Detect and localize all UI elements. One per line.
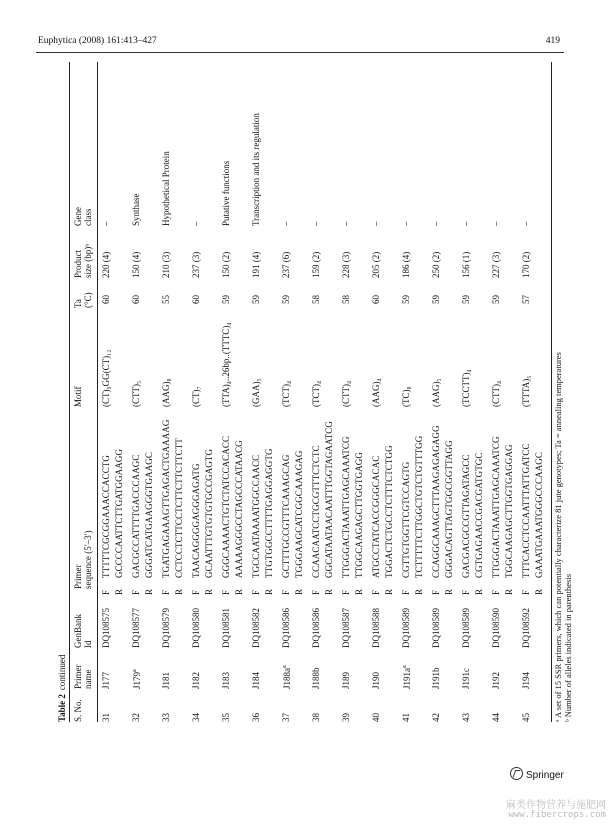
- row-ta: 55: [161, 295, 171, 304]
- row-reverse-sequence: TGGACTCTGCCTCTTTCTCTGG: [384, 445, 394, 578]
- row-reverse-label: R: [324, 588, 334, 595]
- row-genbank-id: DQ108586: [311, 608, 321, 648]
- publisher-name: Springer: [526, 770, 564, 781]
- row-sno: 45: [521, 713, 531, 722]
- row-forward-label: F: [431, 589, 441, 595]
- row-gene-class: Hypothetical Protein: [161, 151, 171, 226]
- row-motif: (AAG)₈: [161, 378, 171, 407]
- row-forward-sequence: TTGGGACTAAATTGAGCAAATCG: [491, 436, 501, 578]
- row-sno: 44: [491, 713, 501, 722]
- publisher-logo: [510, 767, 564, 781]
- row-primer-name-text: J177: [101, 671, 111, 689]
- row-gene-class: Synthase: [131, 193, 141, 226]
- row-sno: 33: [161, 713, 171, 722]
- row-forward-label: F: [341, 589, 351, 595]
- row-reverse-label: R: [414, 588, 424, 595]
- row-primer-name-text: J181: [161, 671, 171, 689]
- row-product-size: 156 (1): [461, 251, 471, 278]
- row-reverse-sequence: GAAATGAAATGGGCCCAAGC: [534, 451, 544, 578]
- row-gene-class: –: [311, 221, 321, 226]
- header-product-1: Product: [73, 250, 83, 278]
- row-forward-sequence: TAACAGGGGAGGGAGATG: [191, 463, 201, 578]
- row-reverse-label: R: [444, 588, 454, 595]
- row-primer-name-text: J188b: [311, 667, 321, 689]
- row-reverse-label: R: [474, 588, 484, 595]
- header-sequence-1: Primer: [73, 564, 83, 589]
- row-ta: 57: [521, 295, 531, 304]
- row-genbank-id: DQ108579: [161, 608, 171, 648]
- row-forward-label: F: [251, 589, 261, 595]
- row-product-size: 186 (4): [401, 251, 411, 278]
- row-forward-sequence: TGCCAATAAAATGGCCAACC: [251, 454, 261, 578]
- row-motif: (TTTA)₅: [521, 375, 531, 407]
- row-reverse-sequence: GCCCCAATTCTTGATGGAAGG: [114, 448, 124, 578]
- header-sno: S. No.: [73, 699, 83, 722]
- row-product-size: 250 (2): [431, 251, 441, 278]
- row-motif: (CT)₇: [191, 386, 201, 407]
- row-primer-name-text: J188a: [282, 668, 292, 689]
- row-genbank-id: DQ108580: [191, 608, 201, 648]
- row-gene-class: –: [101, 221, 111, 226]
- row-product-size: 150 (2): [221, 251, 231, 278]
- row-forward-label: F: [401, 589, 411, 595]
- row-reverse-sequence: GGCATAATAACAATTTGGTAGAATCG: [324, 421, 334, 578]
- row-product-size: 220 (4): [101, 251, 111, 278]
- row-primer-name: [162, 672, 171, 689]
- row-sno: 42: [431, 713, 441, 722]
- header-primer-name-1: Primer: [73, 664, 83, 689]
- row-sno: 38: [311, 713, 321, 722]
- row-primer-name-text: J182: [191, 671, 201, 689]
- row-motif: (TCT)₄: [281, 380, 291, 407]
- row-forward-sequence: GCTTTGCCGTTTCAAAGCAG: [281, 454, 291, 578]
- row-ta: 59: [461, 295, 471, 304]
- row-ta: 59: [431, 295, 441, 304]
- row-primer-name-text: J191b: [431, 667, 441, 689]
- row-ta: 60: [101, 295, 111, 304]
- row-reverse-label: R: [174, 588, 184, 595]
- row-ta: 59: [401, 295, 411, 304]
- row-forward-label: F: [461, 589, 471, 595]
- row-motif: (TC)₈: [401, 386, 411, 407]
- row-genbank-id: DQ108588: [371, 608, 381, 648]
- row-sno: 40: [371, 713, 381, 722]
- row-forward-label: F: [311, 589, 321, 595]
- row-reverse-label: R: [234, 588, 244, 595]
- header-ta-2: (°C): [83, 292, 93, 308]
- row-primer-name: [102, 672, 111, 689]
- row-genbank-id: DQ108575: [101, 608, 111, 648]
- row-forward-label: F: [131, 589, 141, 595]
- row-gene-class: –: [491, 221, 501, 226]
- row-gene-class: –: [431, 221, 441, 226]
- row-product-size: 227 (3): [491, 251, 501, 278]
- row-genbank-id: DQ108587: [341, 608, 351, 648]
- row-motif: (CT)₉GG(CT)₁₂: [101, 349, 111, 407]
- top-rule: [69, 62, 70, 722]
- row-reverse-label: R: [294, 588, 304, 595]
- header-gene-1: Gene: [73, 207, 83, 226]
- row-genbank-id: DQ108586: [281, 608, 291, 648]
- row-footnote-marker: a: [282, 665, 288, 668]
- header-primer-name-2: name: [83, 669, 93, 689]
- row-primer-name-text: J183: [221, 671, 231, 689]
- row-footnote-marker: a: [402, 665, 408, 668]
- row-product-size: 237 (3): [191, 251, 201, 278]
- row-reverse-sequence: TTGTGGCCTTTTGAGGAGGTG: [264, 448, 274, 578]
- row-reverse-sequence: GGGATCATGAAGGGTGAAGC: [144, 452, 154, 578]
- row-forward-label: F: [191, 589, 201, 595]
- springer-horse-icon: [510, 767, 523, 780]
- row-forward-sequence: TTTTTCGCGGAAACCACCTG: [101, 455, 111, 578]
- row-gene-class: –: [401, 221, 411, 226]
- row-primer-name-text: J189: [341, 671, 351, 689]
- row-ta: 58: [311, 295, 321, 304]
- row-reverse-sequence: CGTGAGAACCGACGATGTGC: [474, 452, 484, 578]
- row-primer-name-text: J191a: [402, 668, 412, 689]
- row-product-size: 237 (6): [281, 251, 291, 278]
- row-reverse-sequence: TGGGAAGCATCGGCAAAGAG: [294, 450, 304, 578]
- header-genbank-1: GenBank: [73, 614, 83, 648]
- row-motif: (AAG)₅: [431, 378, 441, 407]
- row-genbank-id: DQ108592: [521, 608, 531, 648]
- row-sno: 39: [341, 713, 351, 722]
- row-sno: 41: [401, 713, 411, 722]
- header-ta-1: Ta: [73, 299, 83, 308]
- table-caption: [58, 655, 67, 722]
- row-gene-class: –: [521, 221, 531, 226]
- row-forward-label: F: [491, 589, 501, 595]
- row-sno: 35: [221, 713, 231, 722]
- row-forward-sequence: TTGGGACTAAATTGAGCAAATCG: [341, 436, 351, 578]
- row-reverse-sequence: TTGGCAAGAGCTTGGTGAGG: [354, 452, 364, 578]
- row-primer-name: [372, 672, 381, 689]
- row-forward-sequence: GACGCCATTTTGACCCAAGC: [131, 454, 141, 578]
- row-motif: (CTT)₄: [491, 380, 501, 407]
- row-product-size: 150 (4): [131, 251, 141, 278]
- row-forward-sequence: GACGACGCCGTTAGATAGCC: [461, 454, 471, 578]
- row-primer-name: [252, 672, 261, 689]
- row-reverse-label: R: [534, 588, 544, 595]
- row-genbank-id: DQ108577: [131, 608, 141, 648]
- row-reverse-sequence: TCTTTTTCTTGGCTGTCTGTTTGG: [414, 435, 424, 578]
- row-ta: 59: [251, 295, 261, 304]
- row-ta: 59: [221, 295, 231, 304]
- row-sno: 37: [281, 713, 291, 722]
- row-forward-sequence: GGGCAAAACTGTCTATCCACACC: [221, 435, 231, 578]
- row-motif: (CTT)₄: [341, 380, 351, 407]
- header-gene-2: class: [83, 208, 93, 226]
- row-primer-name: [432, 667, 441, 689]
- row-motif: (GAA)₅: [251, 378, 261, 407]
- row-gene-class: –: [461, 221, 471, 226]
- row-gene-class: –: [371, 221, 381, 226]
- row-motif: (TTA)₄..26bp..(TTTC)₄: [221, 322, 231, 407]
- rotated-table: [58, 62, 573, 722]
- row-primer-name: [312, 667, 321, 689]
- journal-citation: Euphytica (2008) 161:413–427: [38, 36, 157, 46]
- header-genbank-2: Id: [83, 640, 93, 648]
- row-reverse-label: R: [504, 588, 514, 595]
- row-reverse-sequence: GCAATTTGTGTGTGCCGAGTG: [204, 448, 214, 578]
- row-motif: (TCCTT)₄: [461, 369, 471, 407]
- row-primer-name-text: J191c: [461, 668, 471, 689]
- row-primer-name: [402, 665, 412, 689]
- row-reverse-sequence: GGGACAGTTAGTGGCGGTTAGG: [444, 440, 454, 578]
- row-genbank-id: DQ108581: [221, 608, 231, 648]
- table-caption-label: Table 2: [57, 694, 67, 722]
- row-motif: (TCT)₄: [311, 380, 321, 407]
- watermark-line-1: 麻类作物营养与施肥网: [506, 800, 606, 811]
- bottom-rule: [551, 62, 552, 722]
- row-primer-name: [192, 672, 201, 689]
- row-product-size: 159 (2): [311, 251, 321, 278]
- row-forward-sequence: TGATGAGAAAGTTGAGACTGAAAAG: [161, 419, 171, 578]
- row-product-size: 210 (3): [161, 251, 171, 278]
- row-sno: 36: [251, 713, 261, 722]
- row-ta: 59: [281, 295, 291, 304]
- row-reverse-label: R: [354, 588, 364, 595]
- footnote-b: ᵇ Number of alleles indicated in parenthesis: [563, 573, 573, 722]
- row-forward-sequence: TTTCACCTCCAATTTATTGATCC: [521, 443, 531, 578]
- row-primer-name-text: J192: [491, 671, 501, 689]
- row-reverse-sequence: TGGCAAGAGCTTGGTGAGGAG: [504, 444, 514, 578]
- row-product-size: 170 (2): [521, 251, 531, 278]
- row-ta: 60: [131, 295, 141, 304]
- row-gene-class: Putative functions: [221, 160, 231, 226]
- row-ta: 58: [341, 295, 351, 304]
- header-rule-bottom: [97, 62, 98, 722]
- row-genbank-id: DQ108589: [431, 608, 441, 648]
- row-primer-name: [522, 672, 531, 689]
- row-gene-class: –: [281, 221, 291, 226]
- header-sequence-2: sequence (5′–3′): [83, 530, 93, 589]
- row-gene-class: –: [191, 221, 201, 226]
- row-genbank-id: DQ108582: [251, 608, 261, 648]
- row-primer-name-text: J190: [371, 671, 381, 689]
- header-motif: Motif: [73, 386, 83, 407]
- row-forward-label: F: [101, 589, 111, 595]
- row-forward-label: F: [221, 589, 231, 595]
- row-forward-sequence: CCAACAATCCTGCGTTTCTCTC: [311, 445, 321, 578]
- row-ta: 60: [191, 295, 201, 304]
- row-reverse-label: R: [114, 588, 124, 595]
- table-caption-sub: continued: [57, 654, 67, 691]
- row-primer-name: [222, 672, 231, 689]
- row-primer-name: [132, 669, 142, 689]
- row-primer-name: [282, 665, 292, 689]
- page-number: 419: [545, 36, 560, 46]
- row-sno: 43: [461, 713, 471, 722]
- row-primer-name-text: J184: [251, 671, 261, 689]
- row-product-size: 228 (3): [341, 251, 351, 278]
- header-product-2: size (bp)ᵇ: [83, 243, 93, 278]
- row-ta: 60: [371, 295, 381, 304]
- row-forward-sequence: CCAGGCAAAGCTTTAAGAGAGAGG: [431, 425, 441, 578]
- row-primer-name: [342, 672, 351, 689]
- row-gene-class: –: [341, 221, 351, 226]
- row-reverse-label: R: [204, 588, 214, 595]
- row-forward-label: F: [281, 589, 291, 595]
- row-sno: 34: [191, 713, 201, 722]
- row-reverse-label: R: [144, 588, 154, 595]
- row-genbank-id: DQ108589: [401, 608, 411, 648]
- row-reverse-label: R: [264, 588, 274, 595]
- row-forward-label: F: [521, 589, 531, 595]
- row-forward-sequence: ATGCCTATCACCGGGCACAC: [371, 455, 381, 578]
- footnote-a: ᵃ A set of 15 SSR primers, which can potentially characterize 81 jute genotypes; Ta = annealing temperatures: [553, 352, 563, 722]
- row-reverse-sequence: AAAAAGGGCCTAGCCCATAACG: [234, 440, 244, 578]
- row-product-size: 191 (4): [251, 251, 261, 278]
- row-footnote-marker: a: [132, 669, 138, 672]
- row-product-size: 205 (2): [371, 251, 381, 278]
- row-primer-name: [492, 672, 501, 689]
- row-sno: 31: [101, 713, 111, 722]
- row-ta: 59: [491, 295, 501, 304]
- row-reverse-sequence: CCTCCTCTTCCTCTTCTTCTTCTT: [174, 438, 184, 578]
- row-motif: (AAG)₄: [371, 378, 381, 407]
- header-rule: [36, 52, 564, 53]
- row-motif: (CTT)₅: [131, 380, 141, 407]
- row-sno: 32: [131, 713, 141, 722]
- row-genbank-id: DQ108590: [491, 608, 501, 648]
- row-primer-name-text: J179: [132, 671, 142, 689]
- watermark-line-2: www.fibercrops.com: [508, 810, 606, 820]
- row-primer-name-text: J194: [521, 671, 531, 689]
- row-forward-label: F: [371, 589, 381, 595]
- row-genbank-id: DQ108589: [461, 608, 471, 648]
- row-primer-name: [462, 668, 471, 689]
- row-forward-label: F: [161, 589, 171, 595]
- row-forward-sequence: CGTTGTGGTTCGTCCAGTG: [401, 461, 411, 578]
- row-reverse-label: R: [384, 588, 394, 595]
- row-gene-class: Transcription and its regulation: [251, 113, 261, 226]
